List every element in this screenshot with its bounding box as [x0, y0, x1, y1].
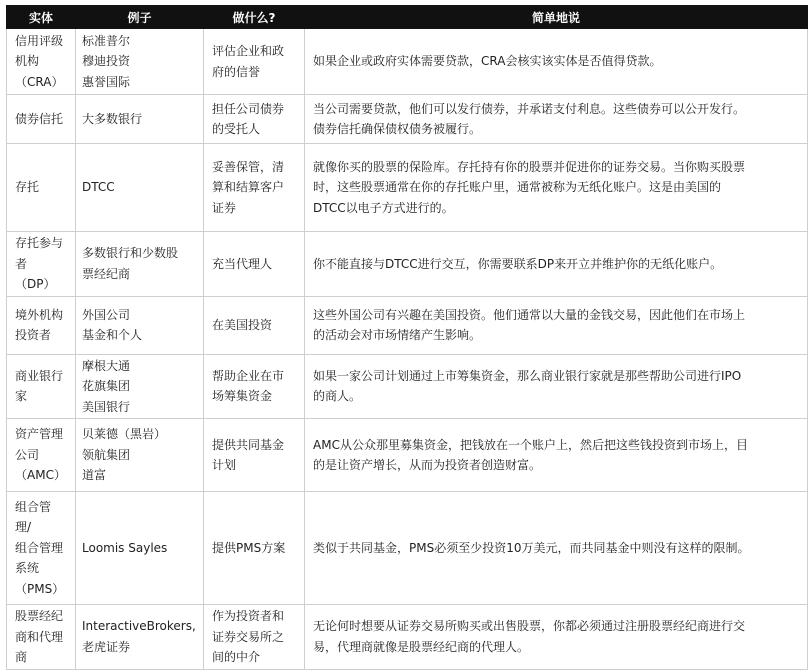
cell-text-line: 理/: [15, 520, 32, 535]
cell-text-line: 当公司需要贷款，他们可以发行债券，并承诺支付利息。这些债券可以公开发行。: [313, 101, 746, 116]
cell-text-line: 债券信托: [15, 111, 64, 126]
table-row: [7, 232, 808, 297]
cell-text-line: 作为投资者和: [212, 609, 285, 623]
simply-cell: [305, 419, 808, 492]
cell-text-line: 花旗集团: [82, 379, 131, 393]
simply-cell: [305, 605, 808, 670]
cell-text-line: 这些外国公司有兴趣在美国投资。他们通常以大量的金钱交易，因此他们在市场上: [313, 307, 746, 322]
cell-text-line: 证券交易所之: [212, 629, 285, 644]
cell-text-line: 如果一家公司计划通过上市筹集资金，那么商业银行家就是那些帮助公司进行IPO: [313, 368, 742, 383]
entity-cell: [7, 29, 76, 95]
what-cell: [204, 144, 305, 232]
entity-cell: [7, 419, 76, 492]
cell-text-line: 妥善保管，清: [212, 159, 285, 174]
cell-text-line: 债券信托确保债权债务被履行。: [313, 122, 482, 136]
cell-text-line: 大多数银行: [82, 111, 143, 126]
cell-text-line: 在美国投资: [212, 317, 273, 332]
table-row: [7, 29, 808, 95]
cell-text-line: InteractiveBrokers,: [82, 619, 196, 634]
cell-text-line: Loomis Sayles: [82, 540, 168, 555]
simply-cell: [305, 144, 808, 232]
table-row: [7, 492, 808, 605]
cell-text-line: 评估企业和政: [212, 44, 285, 58]
cell-text-line: 投资者: [15, 328, 52, 342]
entity-cell: [7, 354, 76, 419]
cell-text-line: 商和代理: [15, 629, 64, 644]
simply-cell: [305, 492, 808, 605]
examples-cell: [76, 232, 204, 297]
table-row: [7, 144, 808, 232]
examples-cell: [76, 354, 204, 419]
cell-text-line: 系统: [15, 561, 40, 576]
what-cell: [204, 492, 305, 605]
cell-text-line: 基金和个人: [82, 328, 143, 342]
cell-text-line: （DP）: [15, 277, 56, 291]
cell-text-line: 摩根大通: [82, 358, 131, 373]
cell-text-line: 间的中介: [212, 650, 261, 664]
header-simply: 简单地说: [305, 6, 808, 29]
cell-text-line: 资产管理: [15, 427, 64, 442]
simply-cell: [305, 29, 808, 95]
table-body: [7, 29, 808, 670]
what-cell: [204, 419, 305, 492]
cell-text-line: 票经纪商: [82, 266, 131, 281]
cell-text-line: 算和结算客户: [212, 180, 285, 195]
cell-text-line: 提供PMS方案: [212, 540, 286, 555]
table-row: [7, 95, 808, 144]
cell-text-line: 计划: [212, 458, 237, 472]
cell-text-line: 境外机构: [15, 307, 64, 322]
entity-cell: [7, 296, 76, 354]
cell-text-line: 的商人。: [313, 389, 362, 404]
table-row: [7, 296, 808, 354]
cell-text-line: 担任公司债券: [212, 101, 285, 116]
cell-text-line: 证券: [212, 200, 237, 215]
cell-text-line: （AMC）: [15, 468, 66, 483]
header-examples: 例子: [76, 6, 204, 29]
cell-text-line: 机构: [15, 54, 40, 69]
cell-text-line: 提供共同基金: [212, 437, 285, 452]
cell-text-line: 信用评级: [15, 33, 64, 48]
examples-cell: [76, 95, 204, 144]
simply-cell: [305, 296, 808, 354]
what-cell: [204, 29, 305, 95]
examples-cell: [76, 144, 204, 232]
what-cell: [204, 232, 305, 297]
entity-cell: [7, 492, 76, 605]
table-row: [7, 419, 808, 492]
entity-cell: [7, 144, 76, 232]
examples-cell: [76, 296, 204, 354]
cell-text-line: 多数银行和少数股: [82, 246, 179, 261]
what-cell: [204, 95, 305, 144]
cell-text-line: 的受托人: [212, 122, 261, 136]
cell-text-line: 府的信誉: [212, 64, 261, 79]
entity-cell: [7, 605, 76, 670]
cell-text-line: 充当代理人: [212, 256, 273, 271]
cell-text-line: 你不能直接与DTCC进行交互，你需要联系DP来开立并维护你的无纸化账户。: [313, 256, 723, 271]
cell-text-line: （PMS）: [15, 581, 65, 596]
cell-text-line: 公司: [15, 447, 40, 462]
brokerage-entities-table: [6, 5, 808, 670]
cell-text-line: 场筹集资金: [212, 389, 273, 404]
cell-text-line: 无论何时想要从证券交易所购买或出售股票，你都必须通过注册股票经纪商进行交: [313, 619, 746, 634]
cell-text-line: 者: [15, 256, 28, 271]
cell-text-line: 商: [15, 650, 28, 664]
cell-text-line: 的活动会对市场情绪产生影响。: [313, 328, 482, 342]
cell-text-line: AMC从公众那里募集资金，把钱放在一个账户上，然后把这些钱投资到市场上，目: [313, 437, 748, 452]
cell-text-line: （CRA）: [15, 74, 64, 89]
cell-text-line: 美国银行: [82, 399, 131, 414]
cell-text-line: 外国公司: [82, 307, 131, 322]
table-row: [7, 354, 808, 419]
cell-text-line: 道富: [82, 468, 107, 483]
entity-cell: [7, 232, 76, 297]
cell-text-line: 就像你买的股票的保险库。存托持有你的股票并促进你的证券交易。当你购买股票: [313, 159, 746, 174]
examples-cell: [76, 492, 204, 605]
cell-text-line: 类似于共同基金，PMS必须至少投资10万美元，而共同基金中则没有这样的限制。: [313, 540, 750, 555]
examples-cell: [76, 419, 204, 492]
cell-text-line: 组合管: [15, 499, 52, 514]
table-row: [7, 605, 808, 670]
what-cell: [204, 605, 305, 670]
cell-text-line: DTCC: [82, 180, 115, 195]
cell-text-line: 穆迪投资: [82, 54, 131, 69]
what-cell: [204, 354, 305, 419]
cell-text-line: 存托参与: [15, 236, 64, 250]
cell-text-line: 的是让资产增长，从而为投资者创造财富。: [313, 458, 542, 472]
cell-text-line: 组合管理: [15, 540, 64, 555]
simply-cell: [305, 232, 808, 297]
entity-cell: [7, 95, 76, 144]
cell-text-line: 贝莱德（黑岩）: [82, 427, 167, 442]
simply-cell: [305, 354, 808, 419]
what-cell: [204, 296, 305, 354]
cell-text-line: 商业银行: [15, 368, 64, 383]
header-entity: 实体: [7, 6, 76, 29]
cell-text-line: 帮助企业在市: [212, 368, 285, 383]
cell-text-line: 易，代理商就像是股票经纪商的代理人。: [313, 639, 530, 654]
header-what: 做什么?: [204, 6, 305, 29]
cell-text-line: 领航集团: [82, 447, 131, 462]
cell-text-line: 存托: [15, 180, 40, 195]
cell-text-line: 标准普尔: [82, 33, 131, 48]
cell-text-line: DTCC以电子方式进行的。: [313, 200, 454, 215]
cell-text-line: 家: [15, 389, 28, 404]
cell-text-line: 股票经纪: [15, 609, 64, 623]
cell-text-line: 老虎证券: [82, 639, 131, 654]
table-header-row: [7, 6, 808, 29]
examples-cell: [76, 605, 204, 670]
examples-cell: [76, 29, 204, 95]
cell-text-line: 惠誉国际: [82, 74, 131, 89]
cell-text-line: 如果企业或政府实体需要贷款，CRA会核实该实体是否值得贷款。: [313, 54, 662, 69]
simply-cell: [305, 95, 808, 144]
cell-text-line: 时，这些股票通常在你的存托账户里，通常被称为无纸化账户。这是由美国的: [313, 180, 722, 195]
